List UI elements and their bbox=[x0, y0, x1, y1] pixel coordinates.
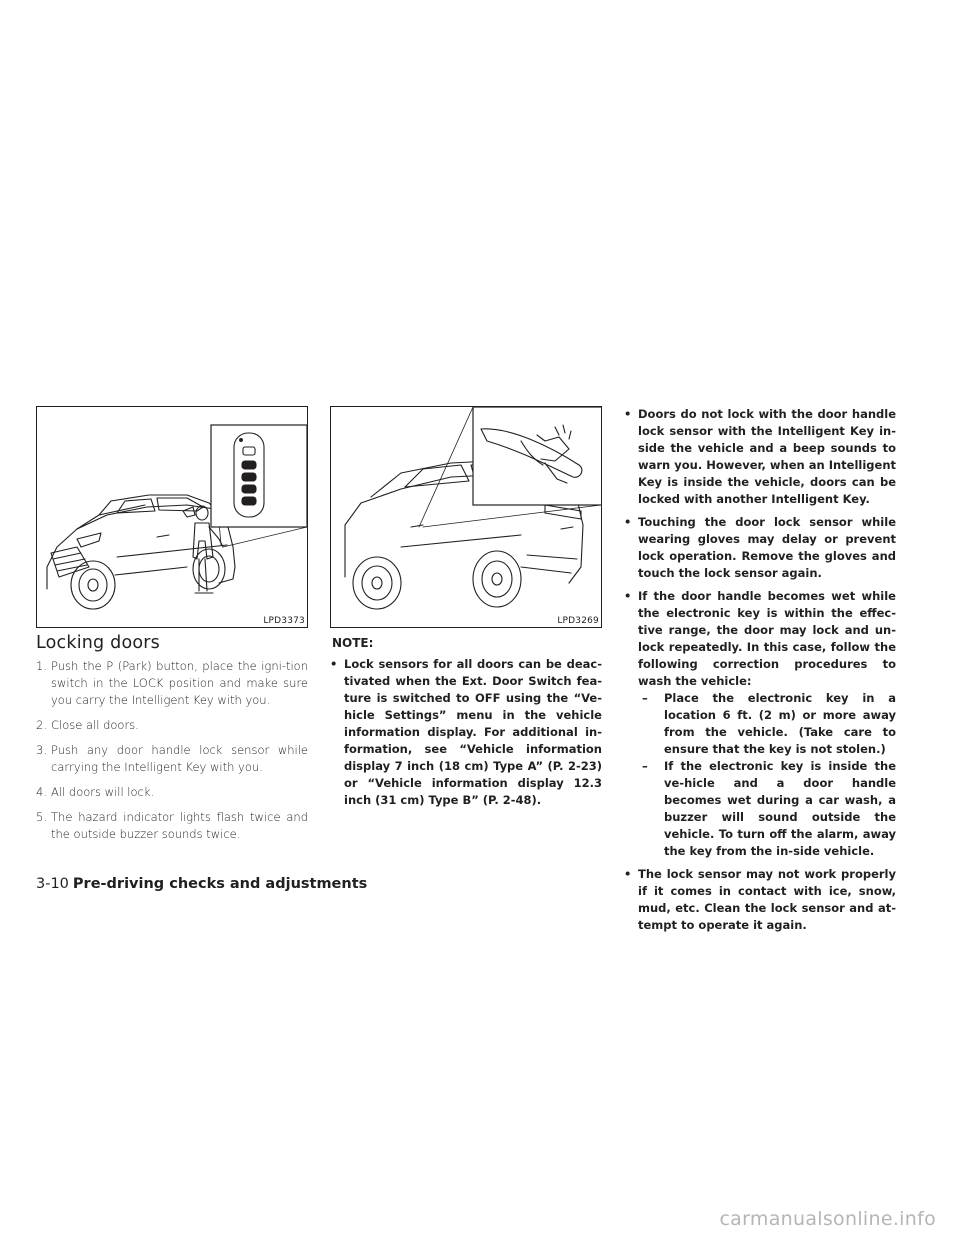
sub-item-text: If the electronic key is inside the ve-hicle and a door handle becomes wet during a car wash, a buzzer will sound outside the vehicle. To turn off the alarm, away the key from the in-side vehicle. bbox=[664, 759, 896, 858]
figure-door-handle-sensor bbox=[330, 406, 602, 628]
section-title: Pre-driving checks and adjustments bbox=[72, 876, 368, 892]
bullet-text: Doors do not lock with the door handle lock sensor with the Intelligent Key in-side the vehicle and a beep sounds to warn you. However, when an Intelligent Key is inside the vehicle, doors can be locked with another Intelligent Key. bbox=[638, 407, 896, 506]
sub-list-item bbox=[638, 690, 896, 758]
step-number: 1. bbox=[36, 659, 47, 673]
list-item bbox=[624, 406, 896, 508]
bullet-text: Touching the door lock sensor while wearing gloves may delay or prevent lock operation. Remove the gloves and touch the lock sensor again. bbox=[638, 515, 896, 580]
illustration-car-rear-with-hand bbox=[331, 407, 602, 628]
figure-locking-doors bbox=[36, 406, 308, 628]
note-bullets bbox=[330, 656, 602, 815]
dash-marker: – bbox=[642, 759, 648, 773]
bullet-marker: • bbox=[624, 867, 632, 881]
page-number: 3-10 bbox=[36, 876, 69, 892]
step-text: Push any door handle lock sensor while carrying the Intelligent Key with you. bbox=[51, 743, 308, 774]
list-item bbox=[624, 866, 896, 934]
section-heading: Locking doors bbox=[36, 633, 160, 653]
bullet-marker: • bbox=[624, 407, 632, 421]
list-item bbox=[36, 717, 308, 734]
bullet-text: Lock sensors for all doors can be deac-tivated when the Ext. Door Switch fea-ture is switched to OFF using the “Ve-hicle Settings” menu in the vehicle information display. For additional in-formation, see “Vehicle information display 7 inch (18 cm) Type A” (P. 2-23) or “Vehicle information display 12.3 inch (31 cm) Type B” (P. 2-48). bbox=[344, 657, 602, 807]
list-item bbox=[36, 809, 308, 843]
watermark: carmanualsonline.info bbox=[719, 1208, 936, 1230]
list-item bbox=[36, 742, 308, 776]
step-text: All doors will lock. bbox=[51, 785, 155, 799]
figure-id-label: LPD3373 bbox=[263, 616, 305, 626]
list-item bbox=[330, 656, 602, 809]
bullet-marker: • bbox=[330, 657, 338, 671]
step-text: Push the P (Park) button, place the igni-tion switch in the LOCK position and make sure you carry the Intelligent Key with you. bbox=[51, 659, 308, 707]
bullet-marker: • bbox=[624, 589, 632, 603]
list-item bbox=[624, 588, 896, 860]
right-bullets bbox=[624, 406, 896, 940]
step-number: 3. bbox=[36, 743, 47, 757]
list-item bbox=[36, 784, 308, 801]
list-item bbox=[36, 658, 308, 709]
bullet-marker: • bbox=[624, 515, 632, 529]
sub-list bbox=[638, 690, 896, 860]
bullet-text: The lock sensor may not work properly if it comes in contact with ice, snow, mud, etc. Clean the lock sensor and at-tempt to operate it again. bbox=[638, 867, 896, 932]
figure-id-label: LPD3269 bbox=[557, 616, 599, 626]
sub-item-text: Place the electronic key in a location 6 ft. (2 m) or more away from the vehicle. (Take care to ensure that the key is not stolen.) bbox=[664, 691, 896, 756]
step-number: 2. bbox=[36, 718, 47, 732]
sub-list-item bbox=[638, 758, 896, 860]
page-footer bbox=[36, 876, 367, 892]
steps-list bbox=[36, 658, 308, 851]
bullet-text: If the door handle becomes wet while the electronic key is within the effec-tive range, the door may lock and un-lock repeatedly. In this case, follow the following correction procedures to wash the vehicle: bbox=[638, 589, 896, 688]
step-text: The hazard indicator lights flash twice and the outside buzzer sounds twice. bbox=[51, 810, 308, 841]
note-title: NOTE: bbox=[332, 636, 374, 650]
list-item bbox=[624, 514, 896, 582]
step-number: 4. bbox=[36, 785, 47, 799]
dash-marker: – bbox=[642, 691, 648, 705]
illustration-car-with-person bbox=[37, 407, 308, 628]
step-text: Close all doors. bbox=[51, 718, 139, 732]
step-number: 5. bbox=[36, 810, 47, 824]
